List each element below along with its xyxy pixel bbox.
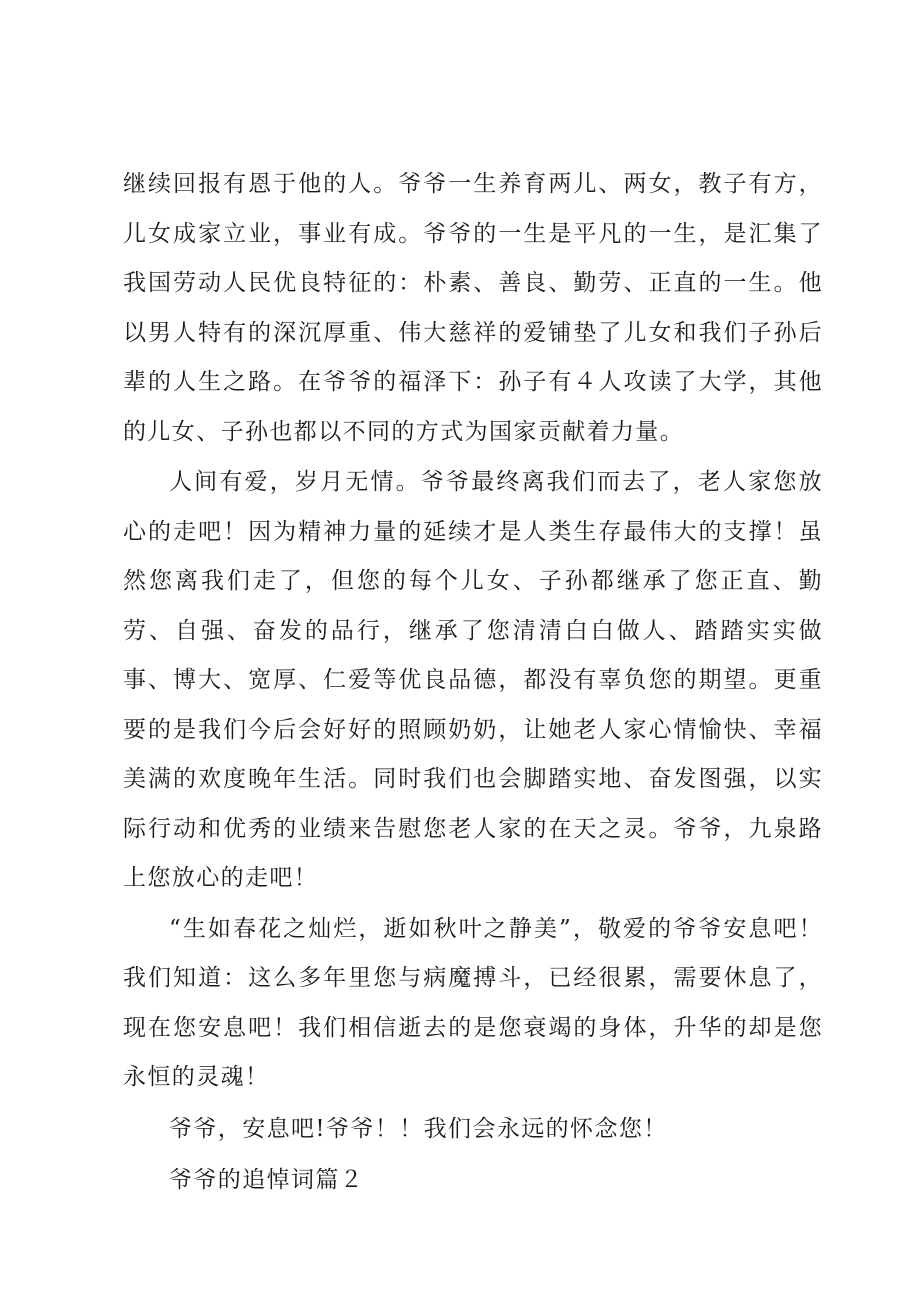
paragraph-continued: 继续回报有恩于他的人。爷爷一生养育两儿、两女，教子有方，儿女成家立业，事业有成。爷爷的一生是平凡的一生，是汇集了我国劳动人民优良特征的：朴素、善良、勤劳、正直的一生。他以男人特有的深沉厚重、伟大慈祥的爱铺垫了儿女和我们子孙后辈的人生之路。在爷爷的福泽下：孙子有４人攻读了大学，其他的儿女、子孙也都以不同的方式为国家贡献着力量。 (123, 171, 823, 445)
document-body (123, 160, 823, 1206)
paragraph-closing: 爷爷，安息吧!爷爷！！我们会永远的怀念您！ (169, 1115, 668, 1142)
paragraph-farewell: 人间有爱，岁月无情。爷爷最终离我们而去了，老人家您放心的走吧！因为精神力量的延续才是人类生存最伟大的支撑！虽然您离我们走了，但您的每个儿女、子孙都继承了您正直、勤劳、自强、奋发的品行，继承了您清清白白做人、踏踏实实做事、博大、宽厚、仁爱等优良品德，都没有辜负您的期望。更重要的是我们今后会好好的照顾奶奶，让她老人家心情愉快、幸福美满的欢度晚年生活。同时我们也会脚踏实地、奋发图强，以实际行动和优秀的业绩来告慰您老人家的在天之灵。爷爷，九泉路上您放心的走吧！ (123, 469, 823, 891)
section-heading: 爷爷的追悼词篇２ (169, 1167, 365, 1193)
paragraph-eulogy-quote: “生如春花之灿烂，逝如秋叶之静美”，敬爱的爷爷安息吧！我们知道：这么多年里您与病魔搏斗，已经很累，需要休息了，现在您安息吧！我们相信逝去的是您衰竭的身体，升华的却是您永恒的灵魂！ (123, 915, 823, 1090)
